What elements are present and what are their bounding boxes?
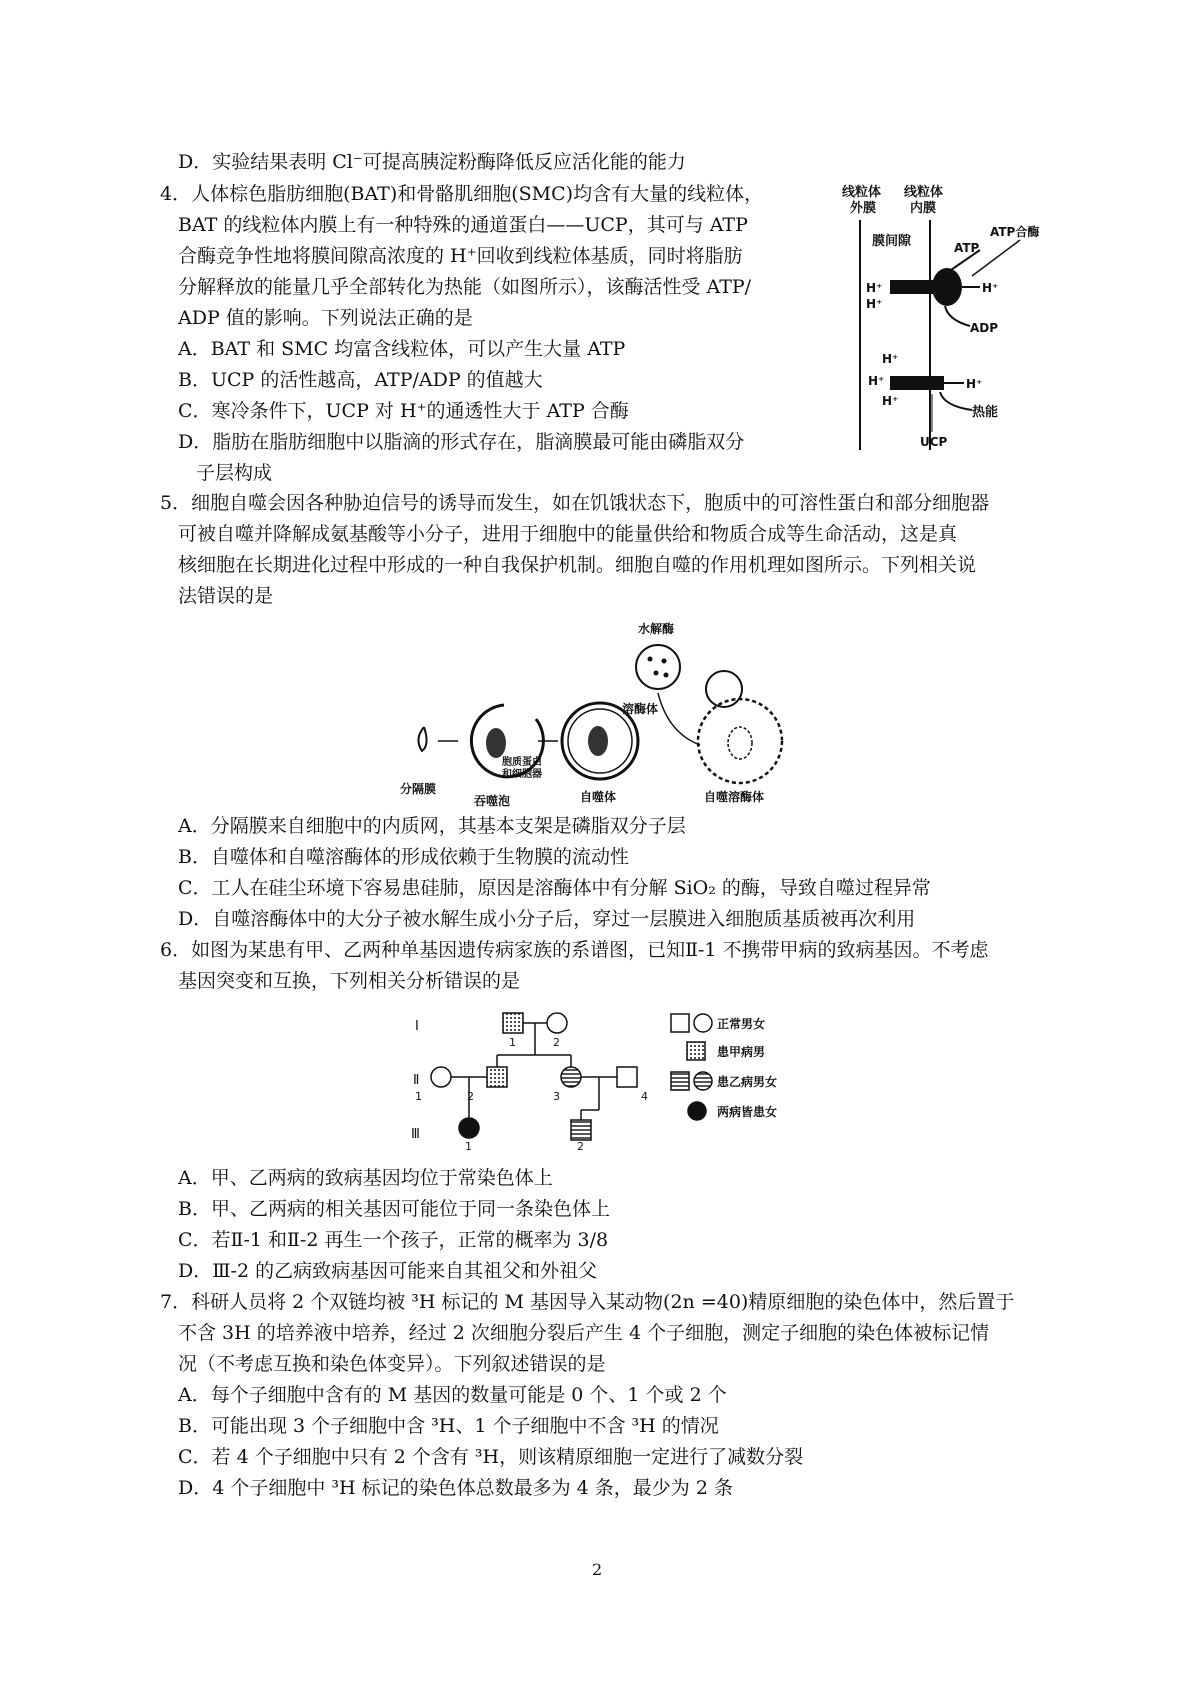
svg-text:2: 2 xyxy=(467,1090,474,1103)
ii3-affected-female xyxy=(561,1067,581,1087)
q5-option-c: C．工人在硅尘环境下容易患硅肺，原因是溶酶体中有分解 SiO₂ 的酶，导致自噬过程异常 xyxy=(178,877,931,899)
organelle-2 xyxy=(588,726,608,756)
generation-1-label: Ⅰ xyxy=(415,1019,419,1034)
ii1-female xyxy=(431,1067,451,1087)
q6-option-d: D．Ⅲ-2 的乙病致病基因可能来自其祖父和外祖父 xyxy=(178,1260,598,1282)
q6-stem-line-2: 基因突变和互换，下列相关分析错误的是 xyxy=(178,970,521,992)
q7-stem-line-1: 7．科研人员将 2 个双链均被 ³H 标记的 M 基因导入某动物(2n =40)精原细胞的染色体中，然后置于 xyxy=(160,1291,1015,1313)
legend-a-label: 患甲病男 xyxy=(717,1045,766,1059)
legend-b-male xyxy=(671,1072,689,1090)
fusion-arrow xyxy=(658,693,700,745)
q4-option-b: B．UCP 的活性越高，ATP/ADP 的值越大 xyxy=(178,369,543,391)
adp-arrow xyxy=(945,306,970,326)
mitochondria-membrane-figure xyxy=(820,180,1050,450)
ucp-channel xyxy=(890,376,944,390)
iii1-both-affected-female xyxy=(459,1118,479,1138)
legend-both-female xyxy=(688,1102,706,1120)
q4-option-c: C．寒冷条件下，UCP 对 H⁺的通透性大于 ATP 合酶 xyxy=(178,400,629,422)
q4-stem-line-4: 分解释放的能量几乎全部转化为热能（如图所示），该酶活性受 ATP/ xyxy=(178,276,752,298)
svg-text:3: 3 xyxy=(553,1090,560,1103)
q5-option-d: D．自噬溶酶体中的大分子被水解生成小分子后，穿过一层膜进入细胞质基质被再次利用 xyxy=(178,908,916,930)
legend-normal-female xyxy=(694,1014,712,1032)
svg-text:2: 2 xyxy=(553,1036,560,1049)
h-label-5: H⁺ xyxy=(882,394,899,408)
legend-b-label: 患乙病男女 xyxy=(717,1075,778,1089)
q4-stem-line-1: 4．人体棕色脂肪细胞(BAT)和骨骼肌细胞(SMC)均含有大量的线粒体， xyxy=(160,183,764,205)
autolysosome xyxy=(698,699,782,783)
svg-text:4: 4 xyxy=(641,1090,648,1103)
atp-label: ATP xyxy=(954,241,980,255)
svg-text:1: 1 xyxy=(509,1036,516,1049)
inner-membrane-label-1: 线粒体 xyxy=(904,185,944,200)
legend-b-female xyxy=(694,1072,712,1090)
q7-stem-line-3: 况（不考虑互换和染色体变异）。下列叙述错误的是 xyxy=(178,1353,606,1375)
legend-normal-male xyxy=(671,1014,689,1032)
svg-text:1: 1 xyxy=(465,1140,472,1150)
inner-membrane-label-2: 内膜 xyxy=(910,201,937,216)
heat-arrow xyxy=(940,392,972,410)
q4-option-d: D．脂肪在脂肪细胞中以脂滴的形式存在，脂滴膜最可能由磷脂双分 xyxy=(178,431,745,453)
phagophore-label: 吞噬泡 xyxy=(474,794,511,808)
q5-stem-line-2: 可被自噬并降解成氨基酸等小分子，进用于细胞中的能量供给和物质合成等生命活动，这是真 xyxy=(178,523,958,545)
q5-option-a: A．分隔膜来自细胞中的内质网，其基本支架是磷脂双分子层 xyxy=(178,815,686,837)
lysosome-fused xyxy=(706,671,742,707)
q5-stem-line-4: 法错误的是 xyxy=(178,585,274,607)
svg-text:2: 2 xyxy=(577,1140,584,1150)
i2-female xyxy=(547,1013,567,1033)
q4-option-d-cont: 子层构成 xyxy=(196,462,273,484)
q7-option-b: B．可能出现 3 个子细胞中含 ³H、1 个子细胞中不含 ³H 的情况 xyxy=(178,1415,719,1437)
autophagy-figure xyxy=(400,615,820,810)
outer-membrane-label-1: 线粒体 xyxy=(842,185,882,200)
h-label-4: H⁺ xyxy=(868,374,885,388)
outer-membrane-label-2: 外膜 xyxy=(850,201,877,216)
h-label-1: H⁺ xyxy=(866,281,883,295)
q3-option-d: D．实验结果表明 Cl⁻可提高胰淀粉酶降低反应活化能的能力 xyxy=(178,151,686,173)
q4-stem-line-3: 合酶竞争性地将膜间隙高浓度的 H⁺回收到线粒体基质，同时将脂肪 xyxy=(178,245,743,267)
intermembrane-space-label: 膜间隙 xyxy=(872,234,912,249)
page-number: 2 xyxy=(592,1560,603,1579)
q5-stem-line-1: 5．细胞自噬会因各种胁迫信号的诱导而发生，如在饥饿状态下，胞质中的可溶性蛋白和部分细胞器 xyxy=(160,492,990,514)
q6-stem-line-1: 6．如图为某患有甲、乙两种单基因遗传病家族的系谱图，已知Ⅱ-1 不携带甲病的致病基因。不考虑 xyxy=(160,939,989,961)
q4-stem-line-2: BAT 的线粒体内膜上有一种特殊的通道蛋白——UCP，其可与 ATP xyxy=(178,214,748,236)
q7-option-c: C．若 4 个子细胞中只有 2 个含有 ³H，则该精原细胞一定进行了减数分裂 xyxy=(178,1446,804,1468)
q6-option-b: B．甲、乙两病的相关基因可能位于同一条染色体上 xyxy=(178,1198,610,1220)
ucp-label: UCP xyxy=(920,435,948,449)
ii2-affected-male xyxy=(487,1067,507,1087)
q4-option-a: A．BAT 和 SMC 均富含线粒体，可以产生大量 ATP xyxy=(178,338,626,360)
cargo-label-2: 和细胞器 xyxy=(502,769,542,780)
generation-3-label: Ⅲ xyxy=(411,1127,420,1142)
q6-option-a: A．甲、乙两病的致病基因均位于常染色体上 xyxy=(178,1167,553,1189)
q5-stem-line-3: 核细胞在长期进化过程中形成的一种自我保护机制。细胞自噬的作用机理如图所示。下列相关说 xyxy=(178,554,977,576)
adp-label: ADP xyxy=(970,321,999,335)
q7-stem-line-2: 不含 3H 的培养液中培养，经过 2 次细胞分裂后产生 4 个子细胞，测定子细胞的染色体被标记情 xyxy=(178,1322,990,1344)
h-out-label-2: H⁺ xyxy=(966,377,983,391)
q7-option-d: D．4 个子细胞中 ³H 标记的染色体总数最多为 4 条，最少为 2 条 xyxy=(178,1477,733,1499)
generation-2-label: Ⅱ xyxy=(413,1073,420,1088)
q5-option-b: B．自噬体和自噬溶酶体的形成依赖于生物膜的流动性 xyxy=(178,846,629,868)
autophagosome-label: 自噬体 xyxy=(580,790,617,804)
q6-option-c: C．若Ⅱ-1 和Ⅱ-2 再生一个孩子，正常的概率为 3/8 xyxy=(178,1229,609,1251)
isolation-membrane xyxy=(418,727,426,751)
legend-a-male xyxy=(687,1042,705,1060)
svg-text:1: 1 xyxy=(415,1090,422,1103)
isolation-membrane-label: 分隔膜 xyxy=(400,782,437,796)
i1-affected-male xyxy=(503,1013,523,1033)
legend-normal-label: 正常男女 xyxy=(717,1017,766,1031)
iii2-affected-male xyxy=(571,1120,591,1140)
q4-stem-line-5: ADP 值的影响。下列说法正确的是 xyxy=(178,307,473,329)
autolysosome-label: 自噬溶酶体 xyxy=(704,790,765,804)
atp-synthase-label: ATP合酶 xyxy=(990,225,1040,239)
q7-option-a: A．每个子细胞中含有的 M 基因的数量可能是 0 个、1 个或 2 个 xyxy=(178,1384,727,1406)
cargo-label-1: 胞质蛋白 xyxy=(502,757,542,768)
legend-both-label: 两病皆患女 xyxy=(717,1105,778,1119)
heat-label: 热能 xyxy=(972,405,999,420)
atp-synthase-head xyxy=(932,268,962,306)
lysosome xyxy=(636,645,680,689)
h-out-label-1: H⁺ xyxy=(982,281,999,295)
h-label-3: H⁺ xyxy=(882,352,899,366)
hydrolase-label: 水解酶 xyxy=(638,622,675,636)
h-label-2: H⁺ xyxy=(866,297,883,311)
ii4-male xyxy=(617,1067,637,1087)
lysosome-label: 溶酶体 xyxy=(622,702,659,716)
pedigree-figure xyxy=(405,1000,825,1150)
organelle-1 xyxy=(486,728,506,758)
